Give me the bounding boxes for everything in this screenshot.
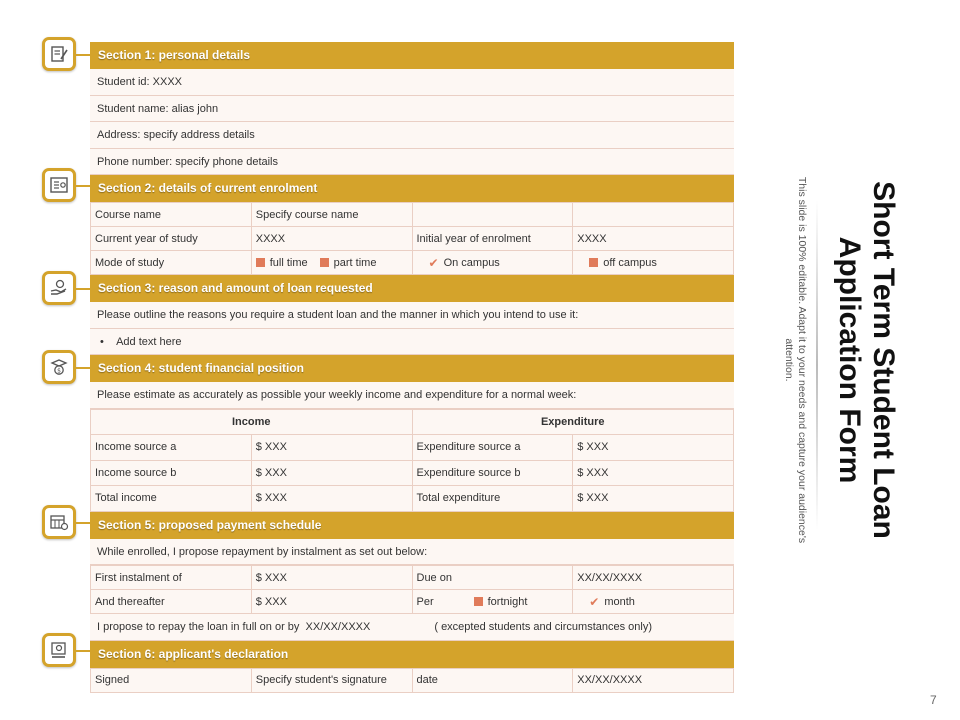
payment-schedule-icon xyxy=(42,505,76,539)
section2-header: Section 2: details of current enrolment xyxy=(90,175,734,202)
page-title: Short Term Student Loan Application Form xyxy=(833,181,900,539)
current-year-value[interactable]: XXXX xyxy=(251,227,412,251)
table-row xyxy=(91,486,734,512)
page-number: 7 xyxy=(930,693,937,707)
personal-details-icon xyxy=(42,37,76,71)
full-repayment-field[interactable] xyxy=(90,614,734,641)
connector-line xyxy=(76,650,90,652)
bullet-text: Add text here xyxy=(116,335,182,348)
title-underline xyxy=(816,200,818,530)
expenditure-label: Expenditure source b xyxy=(412,460,573,486)
table-row xyxy=(91,590,734,614)
expenditure-value[interactable]: $ XXX xyxy=(573,460,734,486)
mode-options xyxy=(251,251,412,275)
per-label: Per xyxy=(416,595,434,608)
on-campus-label: On campus xyxy=(443,256,500,269)
on-campus-option xyxy=(412,251,573,275)
loan-reason-field[interactable] xyxy=(90,329,734,356)
first-instalment-label: First instalment of xyxy=(91,566,252,590)
page-subtitle: This slide is 100% editable. Adapt it to your needs and capture your audience's attention. xyxy=(783,176,808,544)
income-label: Total income xyxy=(91,486,252,512)
payment-prompt: While enrolled, I propose repayment by instalment as set out below: xyxy=(90,539,734,566)
enrolment-icon xyxy=(42,168,76,202)
financial-icon xyxy=(42,350,76,384)
month-option xyxy=(573,590,734,614)
current-year-label: Current year of study xyxy=(91,227,252,251)
table-row xyxy=(91,566,734,590)
full-time-checkbox[interactable] xyxy=(256,258,265,267)
course-label: Course name xyxy=(91,203,252,227)
fortnight-label: fortnight xyxy=(487,595,528,608)
bullet-icon: • xyxy=(100,335,104,348)
empty-cell xyxy=(412,203,573,227)
student-id-field[interactable]: Student id: XXXX xyxy=(90,69,734,96)
section4-header: Section 4: student financial position xyxy=(90,355,734,382)
date-value[interactable]: XX/XX/XXXX xyxy=(573,668,734,692)
income-label: Income source b xyxy=(91,460,252,486)
connector-line xyxy=(76,288,90,290)
table-row xyxy=(91,460,734,486)
date-label: date xyxy=(412,668,573,692)
part-time-label: part time xyxy=(333,256,377,269)
expenditure-label: Expenditure source a xyxy=(412,435,573,461)
payment-table xyxy=(90,565,734,614)
table-row xyxy=(91,668,734,692)
table-header-row xyxy=(91,409,734,435)
full-time-label: full time xyxy=(269,256,308,269)
income-label: Income source a xyxy=(91,435,252,461)
signature-value[interactable]: Specify student's signature xyxy=(251,668,412,692)
expenditure-label: Total expenditure xyxy=(412,486,573,512)
phone-field[interactable]: Phone number: specify phone details xyxy=(90,149,734,176)
loan-application-form xyxy=(90,42,734,693)
expenditure-value[interactable]: $ XXX xyxy=(573,486,734,512)
thereafter-value[interactable]: $ XXX xyxy=(251,590,412,614)
income-value[interactable]: $ XXX xyxy=(251,460,412,486)
full-repay-note: ( excepted students and circumstances only) xyxy=(434,621,653,633)
signed-label: Signed xyxy=(91,668,252,692)
declaration-table xyxy=(90,668,734,693)
income-value[interactable]: $ XXX xyxy=(251,486,412,512)
full-repay-text: I propose to repay the loan in full on or by xyxy=(97,621,300,633)
month-label: month xyxy=(604,595,635,608)
initial-year-value[interactable]: XXXX xyxy=(573,227,734,251)
initial-year-label: Initial year of enrolment xyxy=(412,227,573,251)
checkmark-icon[interactable]: ✔ xyxy=(428,255,439,270)
loan-hand-icon xyxy=(42,271,76,305)
address-field[interactable]: Address: specify address details xyxy=(90,122,734,149)
off-campus-label: off campus xyxy=(603,256,657,269)
first-instalment-value[interactable]: $ XXX xyxy=(251,566,412,590)
section5-header: Section 5: proposed payment schedule xyxy=(90,512,734,539)
checkmark-icon[interactable]: ✔ xyxy=(589,594,600,609)
full-repay-date[interactable]: XX/XX/XXXX xyxy=(305,621,371,633)
due-value[interactable]: XX/XX/XXXX xyxy=(573,566,734,590)
thereafter-label: And thereafter xyxy=(91,590,252,614)
per-options xyxy=(412,590,573,614)
income-value[interactable]: $ XXX xyxy=(251,435,412,461)
connector-line xyxy=(76,185,90,187)
declaration-icon xyxy=(42,633,76,667)
due-label: Due on xyxy=(412,566,573,590)
table-row xyxy=(91,227,734,251)
part-time-checkbox[interactable] xyxy=(320,258,329,267)
connector-line xyxy=(76,367,90,369)
course-value[interactable]: Specify course name xyxy=(251,203,412,227)
table-row xyxy=(91,435,734,461)
off-campus-checkbox[interactable] xyxy=(589,258,598,267)
connector-line xyxy=(76,54,90,56)
connector-line xyxy=(76,522,90,524)
expenditure-value[interactable]: $ XXX xyxy=(573,435,734,461)
section1-header: Section 1: personal details xyxy=(90,42,734,69)
section6-header: Section 6: applicant's declaration xyxy=(90,641,734,668)
svg-text:$: $ xyxy=(57,367,61,375)
mode-label: Mode of study xyxy=(91,251,252,275)
title-block xyxy=(690,160,900,544)
financial-table xyxy=(90,409,734,512)
fortnight-checkbox[interactable] xyxy=(474,597,483,606)
income-header: Income xyxy=(91,409,413,435)
section3-header: Section 3: reason and amount of loan requested xyxy=(90,275,734,302)
expenditure-header: Expenditure xyxy=(412,409,734,435)
financial-prompt: Please estimate as accurately as possible your weekly income and expenditure for a normal week: xyxy=(90,382,734,409)
table-row xyxy=(91,251,734,275)
table-row xyxy=(91,203,734,227)
enrolment-table xyxy=(90,202,734,275)
student-name-field[interactable]: Student name: alias john xyxy=(90,96,734,123)
loan-reason-prompt: Please outline the reasons you require a student loan and the manner in which you intend to use it: xyxy=(90,302,734,329)
